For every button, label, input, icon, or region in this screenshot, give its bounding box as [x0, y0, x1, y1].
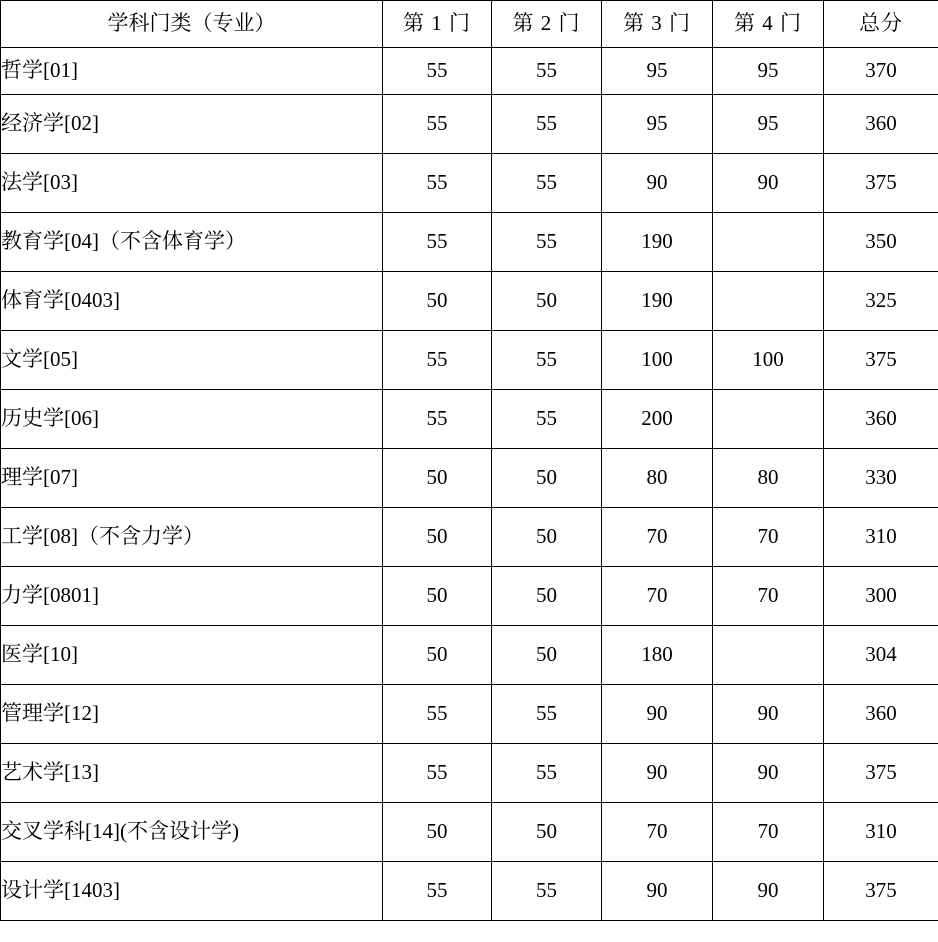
cell-subject-2: 50: [492, 272, 602, 331]
table-header-row: [1, 1, 938, 48]
cell-subject-2: 50: [492, 567, 602, 626]
cell-total: 304: [824, 626, 938, 685]
column-header-subject-2: 第 2 门: [492, 1, 602, 48]
cell-subject: 教育学[04]（不含体育学）: [1, 213, 383, 272]
cell-subject-2: 55: [492, 213, 602, 272]
cell-subject-2: 55: [492, 48, 602, 95]
table-row: [1, 95, 938, 154]
table-body: [1, 48, 938, 921]
cell-subject: 交叉学科[14](不含设计学): [1, 803, 383, 862]
cell-total: 310: [824, 803, 938, 862]
cell-subject-1: 50: [383, 272, 492, 331]
cell-total: 375: [824, 862, 938, 921]
cell-subject-2: 55: [492, 154, 602, 213]
table-row: [1, 803, 938, 862]
cell-subject-4: [713, 213, 824, 272]
cell-subject-3: 90: [602, 862, 713, 921]
cell-subject-1: 55: [383, 390, 492, 449]
cell-total: 310: [824, 508, 938, 567]
cell-subject-1: 50: [383, 567, 492, 626]
cell-subject-3: 70: [602, 803, 713, 862]
cell-subject-2: 50: [492, 508, 602, 567]
cell-subject-2: 50: [492, 626, 602, 685]
cell-subject-3: 100: [602, 331, 713, 390]
cell-subject-3: 90: [602, 685, 713, 744]
cell-subject-4: 90: [713, 744, 824, 803]
cell-total: 360: [824, 685, 938, 744]
cell-subject-4: [713, 390, 824, 449]
table-row: [1, 744, 938, 803]
cell-subject-2: 50: [492, 803, 602, 862]
cell-subject-1: 55: [383, 95, 492, 154]
cell-subject-3: 70: [602, 508, 713, 567]
cell-subject-1: 50: [383, 449, 492, 508]
cell-subject-2: 55: [492, 95, 602, 154]
cell-total: 375: [824, 331, 938, 390]
table-row: [1, 154, 938, 213]
table-row: [1, 331, 938, 390]
table-row: [1, 862, 938, 921]
cell-subject-1: 50: [383, 803, 492, 862]
table-row: [1, 567, 938, 626]
cell-subject: 工学[08]（不含力学）: [1, 508, 383, 567]
cell-subject: 理学[07]: [1, 449, 383, 508]
cell-subject-1: 50: [383, 508, 492, 567]
cell-subject-3: 80: [602, 449, 713, 508]
cell-subject-1: 55: [383, 154, 492, 213]
cell-subject-4: [713, 272, 824, 331]
cell-subject-3: 190: [602, 213, 713, 272]
cell-subject: 医学[10]: [1, 626, 383, 685]
cell-subject-3: 70: [602, 567, 713, 626]
cell-subject-1: 55: [383, 744, 492, 803]
cell-subject-4: 90: [713, 862, 824, 921]
column-header-subject: 学科门类（专业）: [1, 1, 383, 48]
cell-subject-4: 100: [713, 331, 824, 390]
cell-total: 375: [824, 744, 938, 803]
table-row: [1, 685, 938, 744]
cell-subject: 法学[03]: [1, 154, 383, 213]
cell-subject-4: 95: [713, 48, 824, 95]
table-row: [1, 508, 938, 567]
column-header-subject-3: 第 3 门: [602, 1, 713, 48]
cell-subject-3: 90: [602, 744, 713, 803]
cell-total: 350: [824, 213, 938, 272]
cell-subject-4: 70: [713, 567, 824, 626]
table-row: [1, 213, 938, 272]
cell-subject-3: 95: [602, 95, 713, 154]
cell-total: 370: [824, 48, 938, 95]
cell-subject: 体育学[0403]: [1, 272, 383, 331]
table-row: [1, 48, 938, 95]
cell-subject-3: 90: [602, 154, 713, 213]
cell-subject: 艺术学[13]: [1, 744, 383, 803]
table-row: [1, 449, 938, 508]
cell-subject-2: 55: [492, 862, 602, 921]
cell-subject: 设计学[1403]: [1, 862, 383, 921]
cell-subject-3: 95: [602, 48, 713, 95]
cell-total: 330: [824, 449, 938, 508]
cell-subject-1: 55: [383, 213, 492, 272]
cell-total: 360: [824, 95, 938, 154]
column-header-subject-1: 第 1 门: [383, 1, 492, 48]
cell-subject-4: 70: [713, 803, 824, 862]
cell-subject-4: 90: [713, 154, 824, 213]
cell-subject-3: 180: [602, 626, 713, 685]
cell-subject-1: 55: [383, 48, 492, 95]
cell-subject-3: 190: [602, 272, 713, 331]
cell-subject-4: [713, 626, 824, 685]
cell-subject-2: 55: [492, 685, 602, 744]
column-header-total: 总分: [824, 1, 938, 48]
cell-subject-4: 80: [713, 449, 824, 508]
column-header-subject-4: 第 4 门: [713, 1, 824, 48]
cell-subject-2: 55: [492, 331, 602, 390]
table-row: [1, 390, 938, 449]
cell-subject: 历史学[06]: [1, 390, 383, 449]
table-row: [1, 626, 938, 685]
cell-subject-3: 200: [602, 390, 713, 449]
cell-subject-1: 55: [383, 331, 492, 390]
cell-subject-4: 70: [713, 508, 824, 567]
cell-total: 360: [824, 390, 938, 449]
cell-subject-4: 90: [713, 685, 824, 744]
cell-subject: 文学[05]: [1, 331, 383, 390]
cell-subject: 管理学[12]: [1, 685, 383, 744]
cell-total: 375: [824, 154, 938, 213]
cell-subject-1: 55: [383, 685, 492, 744]
cell-subject-1: 50: [383, 626, 492, 685]
cell-subject-2: 55: [492, 744, 602, 803]
cell-subject-2: 55: [492, 390, 602, 449]
cell-subject: 力学[0801]: [1, 567, 383, 626]
cell-total: 300: [824, 567, 938, 626]
table-row: [1, 272, 938, 331]
cell-total: 325: [824, 272, 938, 331]
cell-subject-2: 50: [492, 449, 602, 508]
cell-subject: 哲学[01]: [1, 48, 383, 95]
cell-subject-1: 55: [383, 862, 492, 921]
cell-subject: 经济学[02]: [1, 95, 383, 154]
cell-subject-4: 95: [713, 95, 824, 154]
